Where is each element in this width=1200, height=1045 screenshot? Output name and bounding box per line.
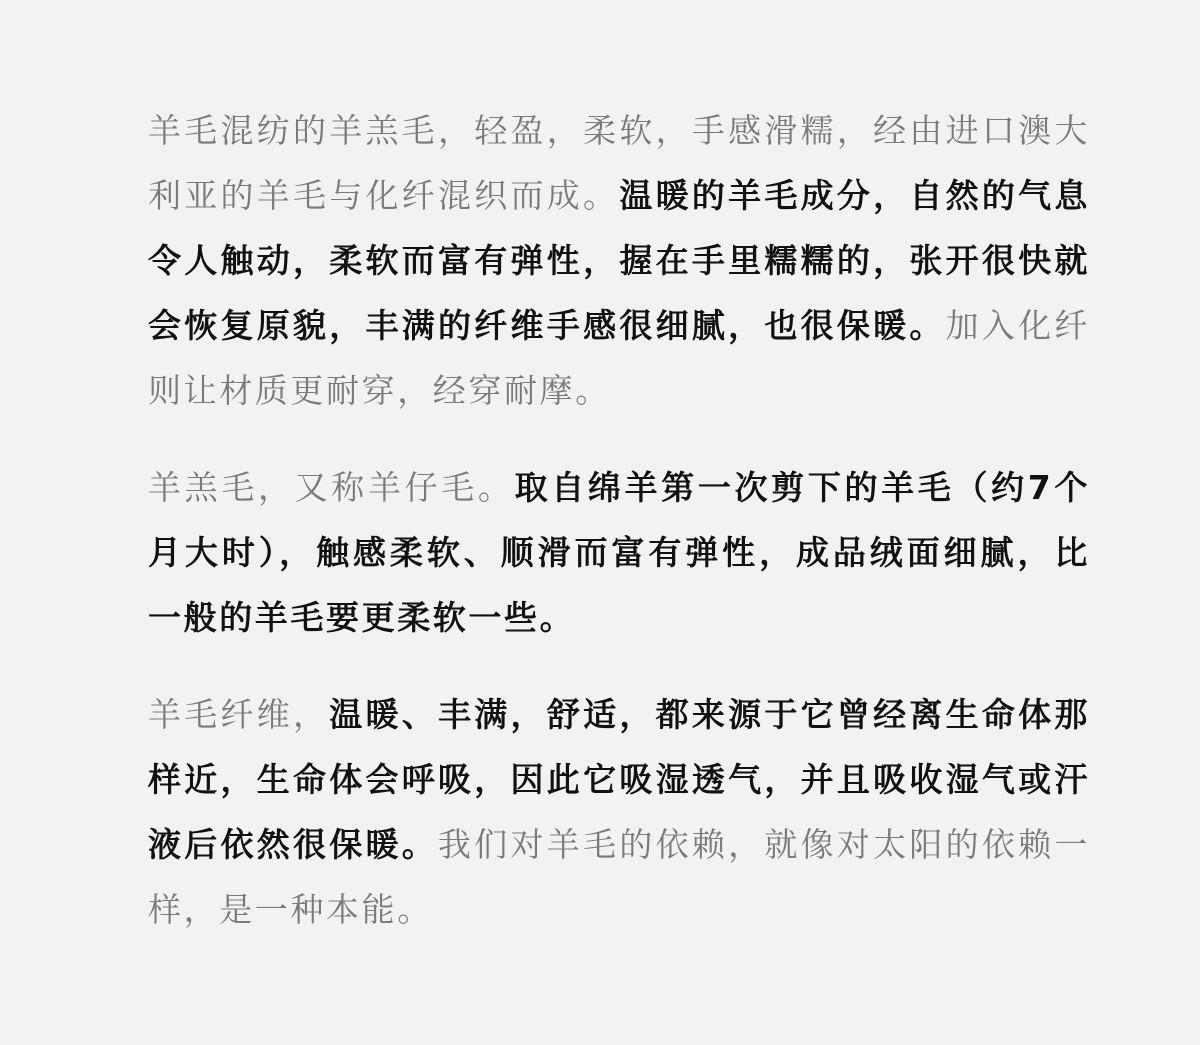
paragraph-2-intro-text: 羊羔毛，又称羊仔毛。	[148, 468, 515, 507]
paragraph-1-intro-text: 羊毛混纺的羊羔毛，轻盈，柔软，手感滑糯，经由进口澳大利亚的羊毛与化纤混织而成。	[148, 111, 1090, 215]
paragraph-wool-fiber	[148, 682, 1090, 942]
paragraph-1-ending-text: 加入化纤则让材质更耐穿，经穿耐摩。	[148, 306, 1090, 410]
paragraph-2-body-text: 取自绵羊第一次剪下的羊毛（约7个月大时），触感柔软、顺滑而富有弹性，成品绒面细腻，比一般的羊毛要更柔软一些。	[148, 468, 1091, 637]
paragraph-1-body-text: 温暖的羊毛成分，自然的气息令人触动，柔软而富有弹性，握在手里糯糯的，张开很快就会恢复原貌，丰满的纤维手感很细腻，也很保暖。	[148, 176, 1090, 345]
paragraph-wool-blend	[148, 98, 1090, 423]
paragraph-lamb-wool	[148, 455, 1090, 650]
paragraph-3-body-text: 温暖、丰满，舒适，都来源于它曾经离生命体那样近，生命体会呼吸，因此它吸湿透气，并且吸收湿气或汗液后依然很保暖。	[148, 695, 1090, 864]
paragraph-3-ending-text: 我们对羊毛的依赖，就像对太阳的依赖一样，是一种本能。	[148, 825, 1090, 929]
paragraph-3-intro-text: 羊毛纤维，	[148, 695, 330, 734]
